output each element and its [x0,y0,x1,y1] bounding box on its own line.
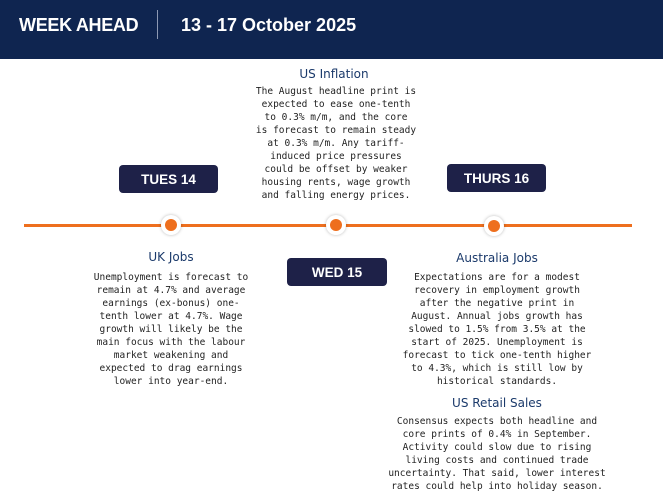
text-line: slowed to 1.5% from 3.5% at the [408,324,586,335]
text-line: August. Annual jobs growth has [411,311,583,322]
text-line: expected to ease one-tenth [261,99,411,110]
week-ahead-label: WEEK AHEAD [19,15,139,35]
text-line: living costs and continued trade [405,455,589,466]
timeline-dot-tues [161,215,181,235]
text-line: forecast to tick one-tenth higher [402,350,592,361]
date-range: 13 - 17 October 2025 [181,15,357,35]
text-line: is forecast to remain steady [255,125,417,136]
day-box-thurs: THURS 16 [447,164,546,192]
text-line: to 0.3% m/m, and the core [264,112,408,123]
text-line: remain at 4.7% and average [96,285,246,296]
us-retail-sales-title: US Retail Sales [452,396,542,410]
text-line: main focus with the labour [96,337,246,348]
header-divider [157,10,158,39]
text-line: The August headline print is [255,86,417,97]
text-line: earnings (ex-bonus) one- [102,298,240,309]
text-line: Activity could slow due to rising [402,442,592,453]
text-line: rates could help into holiday season. [391,481,603,492]
timeline-dot-wed [326,215,346,235]
text-line: core prints of 0.4% in September. [402,429,592,440]
text-line: lower into year-end. [113,376,229,387]
text-line: market weakening and [113,350,229,361]
text-line: Consensus expects both headline and [396,416,598,427]
text-line: housing rents, wage growth [261,177,411,188]
timeline-dot-thurs [484,216,504,236]
us-retail-sales-text [387,415,607,493]
text-line: to 4.3%, which is still low by [411,363,583,374]
text-line: expected to drag earnings [99,363,243,374]
day-box-tues: TUES 14 [119,165,218,193]
text-line: historical standards. [436,376,558,387]
text-line: tenth lower at 4.7%. Wage [99,311,243,322]
text-line: Unemployment is forecast to [93,272,249,283]
header-bar [0,0,663,59]
text-line: after the negative print in [419,298,575,309]
text-line: Expectations are for a modest [414,272,580,283]
text-line: start of 2025. Unemployment is [411,337,583,348]
text-line: induced price pressures [270,151,402,162]
text-line: at 0.3% m/m. Any tariff- [267,138,405,149]
us-inflation-text [236,85,436,202]
text-line: uncertainty. That said, lower interest [388,468,606,479]
uk-jobs-title: UK Jobs [148,250,194,264]
us-inflation-title: US Inflation [299,67,369,81]
text-line: growth will likely be the [99,324,243,335]
australia-jobs-title: Australia Jobs [456,251,538,265]
text-line: and falling energy prices. [261,190,411,201]
text-line: could be offset by weaker [264,164,408,175]
text-line: recovery in employment growth [414,285,580,296]
day-box-wed: WED 15 [287,258,387,286]
australia-jobs-text [397,271,597,388]
uk-jobs-text [71,271,271,388]
